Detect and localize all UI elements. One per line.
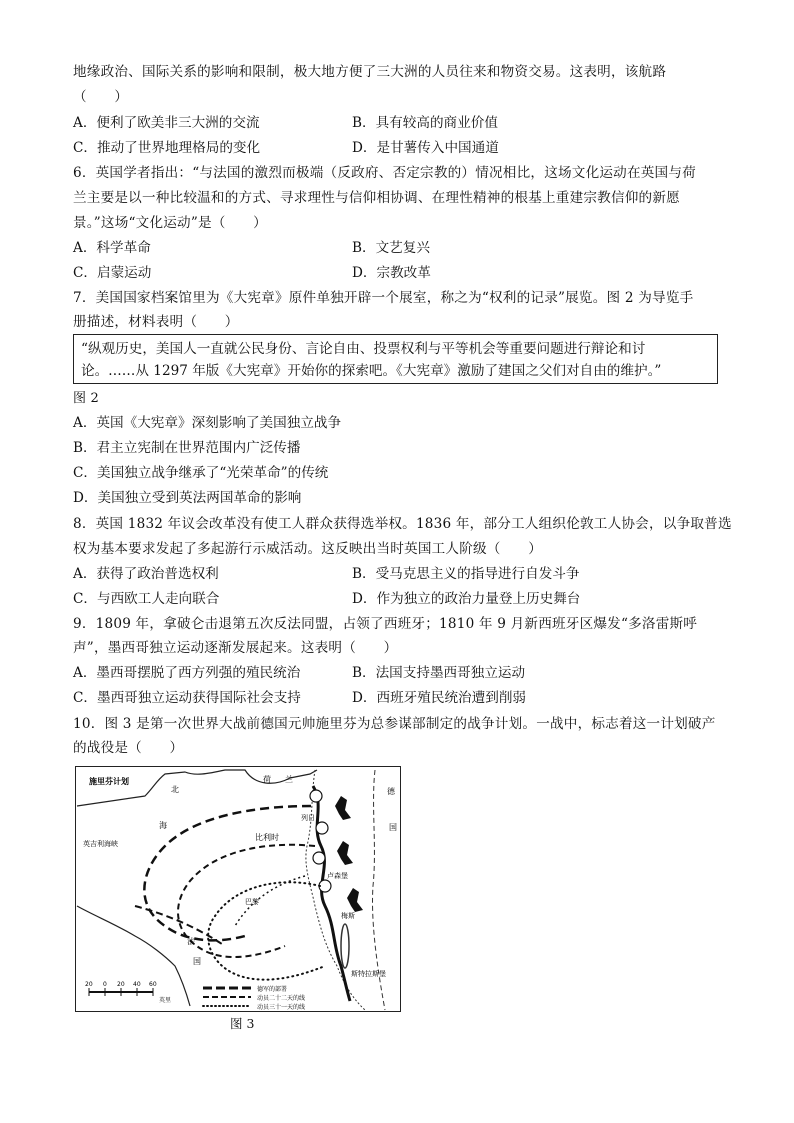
q7-quote-box <box>73 334 718 384</box>
q6-option-a[interactable]: A．科学革命 <box>73 240 151 256</box>
map-label-belgium: 比利时 <box>255 833 279 842</box>
map-label-metz: 梅斯 <box>341 912 355 920</box>
map-label-sea: 海 <box>159 821 167 830</box>
q9-option-a[interactable]: A．墨西哥摆脱了西方列强的殖民统治 <box>73 665 301 681</box>
q8-stem-line-1: 8．英国 1832 年议会改革没有使工人群众获得选举权。1836 年，部分工人组织伦敦工人协会，以争取普选 <box>73 516 732 532</box>
scale-unit: 英里 <box>159 997 172 1004</box>
q7-option-a[interactable]: A．英国《大宪章》深刻影响了美国独立战争 <box>73 415 342 431</box>
legend-day31: 动员三十一天的线 <box>257 1004 306 1011</box>
q7-option-c[interactable]: C．美国独立战争继承了“光荣革命”的传统 <box>73 465 329 481</box>
q5-option-d[interactable]: D．是甘薯传入中国通道 <box>352 140 499 156</box>
q10-stem-line-2: 的战役是（ ） <box>73 740 184 756</box>
legend-deployment: 德军的部署 <box>257 986 288 993</box>
q7-option-b[interactable]: B．君主立宪制在世界范围内广泛传播 <box>73 440 301 456</box>
q7-quote-line-2: 论。……从 1297 年版《大宪章》开始你的探索吧。《大宪章》激励了建国之父们对自由的维护。” <box>81 363 662 379</box>
scale-label-20: 20 <box>117 981 125 988</box>
q7-option-d[interactable]: D．美国独立受到英法两国革命的影响 <box>73 490 302 506</box>
q6-stem-line-2: 兰主要是以一种比较温和的方式、寻求理性与信仰相协调、在理性精神的根基上重建宗教信仰的新愿 <box>73 190 680 206</box>
map-label-fa: 法 <box>187 937 195 946</box>
q9-stem-line-1: 9．1809 年，拿破仑击退第五次反法同盟，占领了西班牙；1810 年 9 月新西班牙区爆发“多洛雷斯呼 <box>73 616 698 632</box>
scale-label-40: 40 <box>133 981 141 988</box>
map-label-north-sea: 北 <box>171 785 179 794</box>
map-fortress <box>341 924 349 968</box>
q5-option-b[interactable]: B．具有较高的商业价值 <box>352 115 498 131</box>
map-label-liege: 列日 <box>301 814 315 822</box>
q6-option-b[interactable]: B．文艺复兴 <box>352 240 430 256</box>
q9-option-b[interactable]: B．法国支持墨西哥独立运动 <box>352 665 526 681</box>
scale-label-60: 60 <box>149 981 157 988</box>
q8-option-a[interactable]: A．获得了政治普选权利 <box>73 566 219 582</box>
q8-option-d[interactable]: D．作为独立的政治力量登上历史舞台 <box>352 591 581 607</box>
map-label-guo2: 国 <box>193 957 201 966</box>
q5-stem-line: 地缘政治、国际关系的影响和限制，极大地方便了三大洲的人员往来和物资交易。这表明，该航路 <box>73 64 667 80</box>
map-label-lan: 兰 <box>285 775 293 784</box>
q8-stem-line-2: 权为基本要求发起了多起游行示威活动。这反映出当时英国工人阶级（ ） <box>73 541 542 557</box>
map-label-paris: 巴黎 <box>245 898 259 906</box>
q10-stem-line-1: 10．图 3 是第一次世界大战前德国元帅施里芬为总参谋部制定的战争计划。一战中，标志着这一计划破产 <box>73 716 716 732</box>
map-label-guo: 国 <box>389 823 397 832</box>
map-title: 施里芬计划 <box>89 777 129 786</box>
q9-option-c[interactable]: C．墨西哥独立运动获得国际社会支持 <box>73 690 301 706</box>
scale-label-20-left: 20 <box>85 981 93 988</box>
scale-label-0: 0 <box>103 981 107 988</box>
q8-option-c[interactable]: C．与西欧工人走向联合 <box>73 591 220 607</box>
q6-option-c[interactable]: C．启蒙运动 <box>73 265 152 281</box>
q9-stem-line-2: 声”，墨西哥独立运动逐渐发展起来。这表明（ ） <box>73 640 398 656</box>
map-label-strasbourg: 斯特拉斯堡 <box>351 970 386 978</box>
q5-answer-blank: （ ） <box>73 89 129 105</box>
q10-figure-caption: 图 3 <box>230 1016 255 1031</box>
map-label-channel: 英吉利海峡 <box>83 840 118 848</box>
q8-option-b[interactable]: B．受马克思主义的指导进行自发斗争 <box>352 566 580 582</box>
q7-quote-line-1: “纵观历史，美国人一直就公民身份、言论自由、投票权利与平等机会等重要问题进行辩论和讨 <box>81 341 646 357</box>
q9-option-d[interactable]: D．西班牙殖民统治遭到削弱 <box>352 690 527 706</box>
q7-stem-line-1: 7．美国国家档案馆里为《大宪章》原件单独开辟一个展室，称之为“权利的记录”展览。图 2 为导览手 <box>73 290 694 306</box>
q6-stem-line-1: 6．英国学者指出：“与法国的激烈而极端（反政府、否定宗教的）情况相比，这场文化运动在英国与荷 <box>73 165 696 181</box>
schlieffen-plan-map <box>75 766 401 1012</box>
map-label-luxembourg: 卢森堡 <box>327 872 348 880</box>
q7-stem-line-2: 册描述，材料表明（ ） <box>73 314 239 330</box>
q6-stem-line-3: 景。”这场“文化运动”是（ ） <box>73 215 267 231</box>
map-label-de: 德 <box>387 787 395 796</box>
map-label-helan: 荷 <box>263 775 271 784</box>
q6-option-d[interactable]: D．宗教改革 <box>352 265 431 281</box>
q5-option-a[interactable]: A．便利了欧美非三大洲的交流 <box>73 115 260 131</box>
legend-day22: 动员二十二天的线 <box>257 995 306 1002</box>
q5-option-c[interactable]: C．推动了世界地理格局的变化 <box>73 140 261 156</box>
q7-figure-caption: 图 2 <box>73 391 100 406</box>
